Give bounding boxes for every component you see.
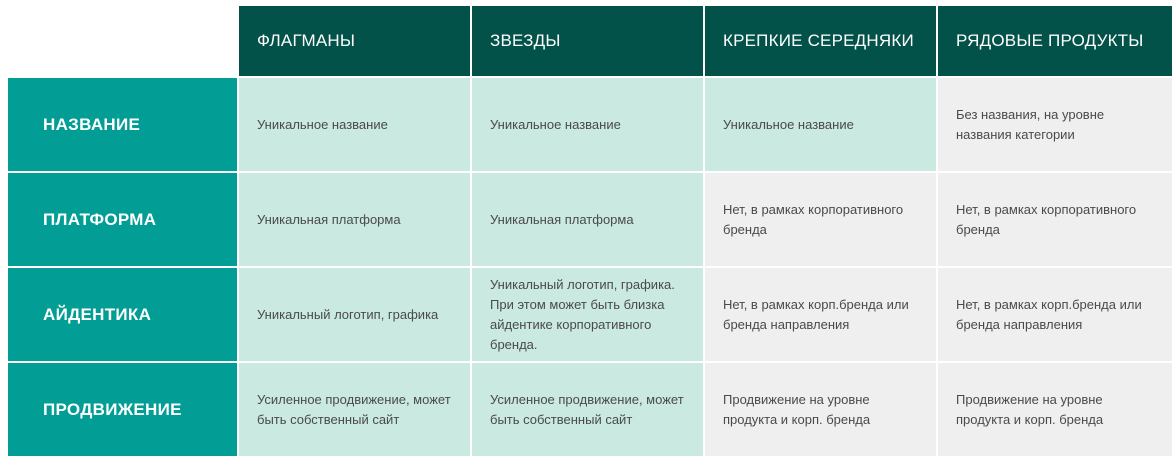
table-cell: Уникальное название [472, 78, 703, 171]
table-cell: Нет, в рамках корп.бренда или бренда направления [938, 268, 1172, 361]
table-cell: Нет, в рамках корп.бренда или бренда направления [705, 268, 936, 361]
comparison-table [8, 6, 1172, 456]
column-header-stars: ЗВЕЗДЫ [472, 6, 703, 76]
table-cell: Продвижение на уровне продукта и корп. бренда [705, 363, 936, 456]
table-corner [8, 6, 237, 76]
table-cell: Уникальный логотип, графика. При этом может быть близка айдентике корпоративного бренда. [472, 268, 703, 361]
table-cell: Уникальная платформа [239, 173, 470, 266]
table-cell: Уникальная платформа [472, 173, 703, 266]
column-header-flagships: ФЛАГМАНЫ [239, 6, 470, 76]
row-header-promotion: ПРОДВИЖЕНИЕ [8, 363, 237, 456]
table-cell: Уникальное название [705, 78, 936, 171]
column-header-strong-mid: КРЕПКИЕ СЕРЕДНЯКИ [705, 6, 936, 76]
table-cell: Продвижение на уровне продукта и корп. бренда [938, 363, 1172, 456]
table-cell: Уникальное название [239, 78, 470, 171]
table-cell: Усиленное продвижение, может быть собственный сайт [472, 363, 703, 456]
table-cell: Нет, в рамках корпоративного бренда [938, 173, 1172, 266]
column-header-regular: РЯДОВЫЕ ПРОДУКТЫ [938, 6, 1172, 76]
table-cell: Нет, в рамках корпоративного бренда [705, 173, 936, 266]
table-cell: Без названия, на уровне названия категории [938, 78, 1172, 171]
row-header-platform: ПЛАТФОРМА [8, 173, 237, 266]
table-cell: Усиленное продвижение, может быть собственный сайт [239, 363, 470, 456]
row-header-identity: АЙДЕНТИКА [8, 268, 237, 361]
table-cell: Уникальный логотип, графика [239, 268, 470, 361]
row-header-name: НАЗВАНИЕ [8, 78, 237, 171]
